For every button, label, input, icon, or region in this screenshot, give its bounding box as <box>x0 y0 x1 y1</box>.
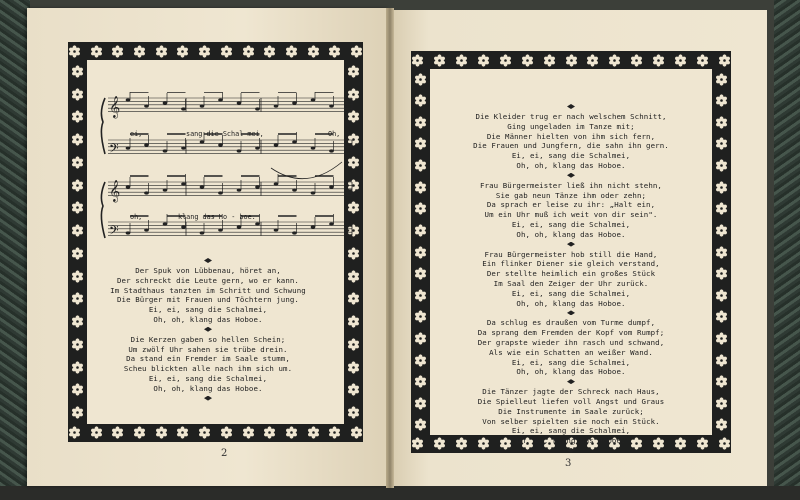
stanza-separator-ornament <box>565 104 577 109</box>
poem-verse-line: Der schreckt die Leute gern, wo er kann. <box>117 275 299 285</box>
poem-verse-line: Da sprach er leise zu ihr: „Halt ein, <box>486 200 656 210</box>
note-head <box>274 104 279 107</box>
right-page <box>391 10 767 486</box>
flower-ornament-icon <box>477 54 490 67</box>
flower-ornament-icon <box>347 406 360 419</box>
note-head <box>255 107 260 110</box>
flower-ornament-icon <box>198 426 211 439</box>
flower-ornament-icon <box>411 54 424 67</box>
book-gutter <box>386 8 394 488</box>
note-head <box>311 225 316 228</box>
note-head <box>163 222 168 225</box>
poem-verse-line: Ei, ei, sang die Schalmei, <box>511 151 631 161</box>
flower-ornament-icon <box>176 45 189 58</box>
flower-ornament-icon <box>307 426 320 439</box>
flower-ornament-icon <box>242 45 255 58</box>
flower-ornament-icon <box>71 133 84 146</box>
poem-verse-line: Um ein Uhr muß ich weit von dir sein". <box>484 210 658 220</box>
poem-verse-line: Ei, ei, sang die Schalmei, <box>148 373 268 383</box>
flower-ornament-icon <box>68 426 81 439</box>
poem-verse-line: Von selber spielten sie noch ein Stück. <box>482 416 660 426</box>
note-head <box>329 104 334 107</box>
poem-verse-line: Ei, ei, sang die Schalmei, <box>511 357 631 367</box>
flower-ornament-icon <box>155 426 168 439</box>
poem-verse-line: Oh, oh, klang das Hoboe. <box>516 436 626 446</box>
page-number-left: 2 <box>221 448 228 459</box>
flower-ornament-icon <box>90 45 103 58</box>
note-head <box>181 107 186 110</box>
flower-ornament-icon <box>220 426 233 439</box>
flower-ornament-icon <box>155 45 168 58</box>
poem-verse-line: Oh, oh, klang das Hoboe. <box>516 160 626 170</box>
note-head <box>329 185 334 188</box>
poem-verse-line: Oh, oh, klang das Hoboe. <box>516 229 626 239</box>
flower-ornament-icon <box>350 426 363 439</box>
note-head <box>255 222 260 225</box>
lyric-oh: Oh, <box>328 130 341 138</box>
flower-ornament-icon <box>565 54 578 67</box>
note-head <box>200 140 205 143</box>
note-head <box>126 231 131 234</box>
note-head <box>218 143 223 146</box>
staff-brace <box>101 182 105 238</box>
poem-verse-line: Die Kleider trug er nach welschem Schnitt, <box>475 112 667 121</box>
note-head <box>163 188 168 191</box>
flower-ornament-icon <box>220 45 233 58</box>
note-head <box>311 98 316 101</box>
stanza-separator-ornament <box>202 327 214 332</box>
flower-ornament-icon <box>71 179 84 192</box>
flower-ornament-icon <box>543 54 556 67</box>
note-head <box>181 182 186 185</box>
flower-ornament-icon <box>90 426 103 439</box>
poem-verse-line: Da stand ein Fremder im Saale stumm, <box>126 354 290 364</box>
stanza-separator-ornament <box>565 242 577 247</box>
note-head <box>292 188 297 191</box>
flower-ornament-icon <box>71 201 84 214</box>
flower-ornament-icon <box>499 54 512 67</box>
note-head <box>329 149 334 152</box>
poem-verse-line: Die Instrumente im Saale zurück; <box>498 406 644 416</box>
note-head <box>292 101 297 104</box>
poem-verse-line: Oh, oh, klang das Hoboe. <box>516 367 626 377</box>
note-head <box>237 149 242 152</box>
book-cover-right-edge <box>774 0 800 500</box>
left-page <box>27 8 389 486</box>
poem-verse-line: Ei, ei, sang die Schalmei, <box>511 288 631 298</box>
flower-ornament-icon <box>608 54 621 67</box>
note-head <box>144 104 149 107</box>
note-head <box>237 225 242 228</box>
note-head <box>126 146 131 149</box>
stanza-separator-ornament <box>202 396 214 401</box>
stanza-separator-ornament <box>565 448 577 453</box>
flower-ornament-icon <box>652 54 665 67</box>
poem-verse-line: Im Stadthaus tanzten im Schritt und Schwung <box>110 285 306 295</box>
note-head <box>274 228 279 231</box>
flower-ornament-icon <box>176 426 189 439</box>
page-number-right: 3 <box>565 458 572 469</box>
note-head <box>292 140 297 143</box>
poem-verse-line: Der stellte heimlich ein großes Stück <box>486 269 656 279</box>
note-head <box>200 185 205 188</box>
poem-verse-line: Die Spielleut liefen voll Angst und Graus <box>477 396 665 406</box>
poem-verse-line: Ging ungeladen im Tanze mit; <box>507 121 635 131</box>
flower-ornament-icon <box>111 426 124 439</box>
stanza-separator-ornament <box>202 258 214 263</box>
flower-ornament-icon <box>307 45 320 58</box>
flower-ornament-icon <box>350 45 363 58</box>
poem-verse-line: Oh, oh, klang das Hoboe. <box>153 383 263 393</box>
note-head <box>181 146 186 149</box>
poem-verse-line: Als wie ein Schatten an weißer Wand. <box>489 347 653 357</box>
note-head <box>274 143 279 146</box>
bass-clef-icon: 𝄢 <box>109 141 119 159</box>
note-head <box>237 188 242 191</box>
flower-ornament-icon <box>455 54 468 67</box>
note-head <box>144 228 149 231</box>
poem-verse-line: Die Bürger mit Frauen und Töchtern jung. <box>117 295 299 305</box>
flower-ornament-icon <box>133 45 146 58</box>
note-head <box>311 191 316 194</box>
poem-verse-line: Um zwölf Uhr sahen sie trübe drein. <box>128 344 288 354</box>
poem-verse-line: Oh, oh, klang das Hoboe. <box>153 314 263 324</box>
lyric-klang-das-hoboe: klang das Ho - boe. <box>178 213 256 221</box>
flower-ornament-icon <box>328 45 341 58</box>
note-head <box>200 104 205 107</box>
poem-verse-line: Im Saal den Zeiger der Uhr zurück. <box>493 278 649 288</box>
note-head <box>292 231 297 234</box>
flower-ornament-icon <box>71 406 84 419</box>
flower-ornament-icon <box>68 45 81 58</box>
flower-ornament-icon <box>242 426 255 439</box>
poem-verse-line: Da sprang dem Fremden der Kopf vom Rumpf; <box>477 328 665 338</box>
flower-ornament-icon <box>111 45 124 58</box>
flower-ornament-icon <box>71 156 84 169</box>
poem-verse-line: Die Frauen und Jungfern, die sahn ihn gern. <box>473 141 669 151</box>
flower-ornament-icon <box>133 426 146 439</box>
note-head <box>163 101 168 104</box>
note-head <box>255 146 260 149</box>
note-head <box>329 222 334 225</box>
lyric-ei: ei, <box>130 130 143 138</box>
note-head <box>218 98 223 101</box>
note-head <box>144 143 149 146</box>
poem-verse-line: Scheu blickten alle nach ihm sich um. <box>123 364 293 374</box>
stanza-separator-ornament <box>565 173 577 178</box>
flower-ornament-icon <box>696 54 709 67</box>
note-head <box>200 231 205 234</box>
poem-verse-line: Der Spuk von Lübbenau, höret an, <box>135 266 281 275</box>
flower-ornament-icon <box>71 224 84 237</box>
poem-verse-line: Sie gab neun Tänze ihm oder zehn; <box>495 190 647 200</box>
lyric-sang-die-schalmei: sang die Schal-mei, <box>186 130 264 138</box>
flower-ornament-icon <box>715 73 728 86</box>
background-surface <box>0 486 800 500</box>
flower-ornament-icon <box>285 45 298 58</box>
flower-ornament-icon <box>198 45 211 58</box>
note-head <box>126 185 131 188</box>
poem-verse-line: Ei, ei, sang die Schalmei, <box>511 426 631 436</box>
stanza-separator-ornament <box>565 379 577 384</box>
treble-clef-icon: 𝄞 <box>109 96 121 118</box>
note-head <box>237 101 242 104</box>
note-head <box>311 146 316 149</box>
flower-ornament-icon <box>718 54 731 67</box>
flower-ornament-icon <box>630 54 643 67</box>
book-cover-left-edge <box>0 0 30 500</box>
flower-ornament-icon <box>674 54 687 67</box>
note-head <box>218 191 223 194</box>
poem-verse-line: Da schlug es draußen vom Turme dumpf, <box>486 318 656 328</box>
note-head <box>126 98 131 101</box>
note-head <box>163 149 168 152</box>
flower-ornament-icon <box>347 65 360 78</box>
stanza-separator-ornament <box>565 310 577 315</box>
flower-ornament-icon <box>586 54 599 67</box>
flower-ornament-icon <box>414 73 427 86</box>
flower-ornament-icon <box>285 426 298 439</box>
flower-ornament-icon <box>521 54 534 67</box>
treble-clef-icon: 𝄞 <box>109 180 121 202</box>
flower-ornament-icon <box>263 45 276 58</box>
poem-verse-line: Frau Bürgermeister ließ ihn nicht stehn, <box>480 180 662 190</box>
poem-verse-line: Die Kerzen gaben so hellen Schein; <box>130 334 286 344</box>
poem-verse-line: Ei, ei, sang die Schalmei, <box>148 305 268 315</box>
poem-verse-line: Die Tänzer jagte der Schreck nach Haus, <box>482 387 660 397</box>
lyric-oh-2: oh, <box>130 213 143 221</box>
flower-ornament-icon <box>71 65 84 78</box>
staff-brace <box>101 98 105 154</box>
note-head <box>218 228 223 231</box>
poem-text-right <box>411 102 731 456</box>
poem-verse-line: Ei, ei, sang die Schalmei, <box>511 219 631 229</box>
poem-text-left <box>27 256 389 404</box>
poem-verse-line: Die Männer hielten von ihm sich fern, <box>486 131 656 141</box>
poem-verse-line: Oh, oh, klang das Hoboe. <box>516 298 626 308</box>
flower-ornament-icon <box>328 426 341 439</box>
poem-verse-line: Frau Bürgermeister hob still die Hand, <box>484 249 658 259</box>
note-head <box>144 191 149 194</box>
flower-ornament-icon <box>71 110 84 123</box>
music-score <box>96 92 354 252</box>
poem-verse-line: Der grapste wieder ihn rasch und schwand, <box>477 337 665 347</box>
bass-clef-icon: 𝄢 <box>109 223 119 241</box>
flower-ornament-icon <box>263 426 276 439</box>
note-head <box>274 182 279 185</box>
flower-ornament-icon <box>71 88 84 101</box>
note-head <box>181 225 186 228</box>
note-head <box>255 185 260 188</box>
flower-ornament-icon <box>433 54 446 67</box>
poem-verse-line: Ein flinker Diener sie gleich verstand, <box>482 259 660 269</box>
